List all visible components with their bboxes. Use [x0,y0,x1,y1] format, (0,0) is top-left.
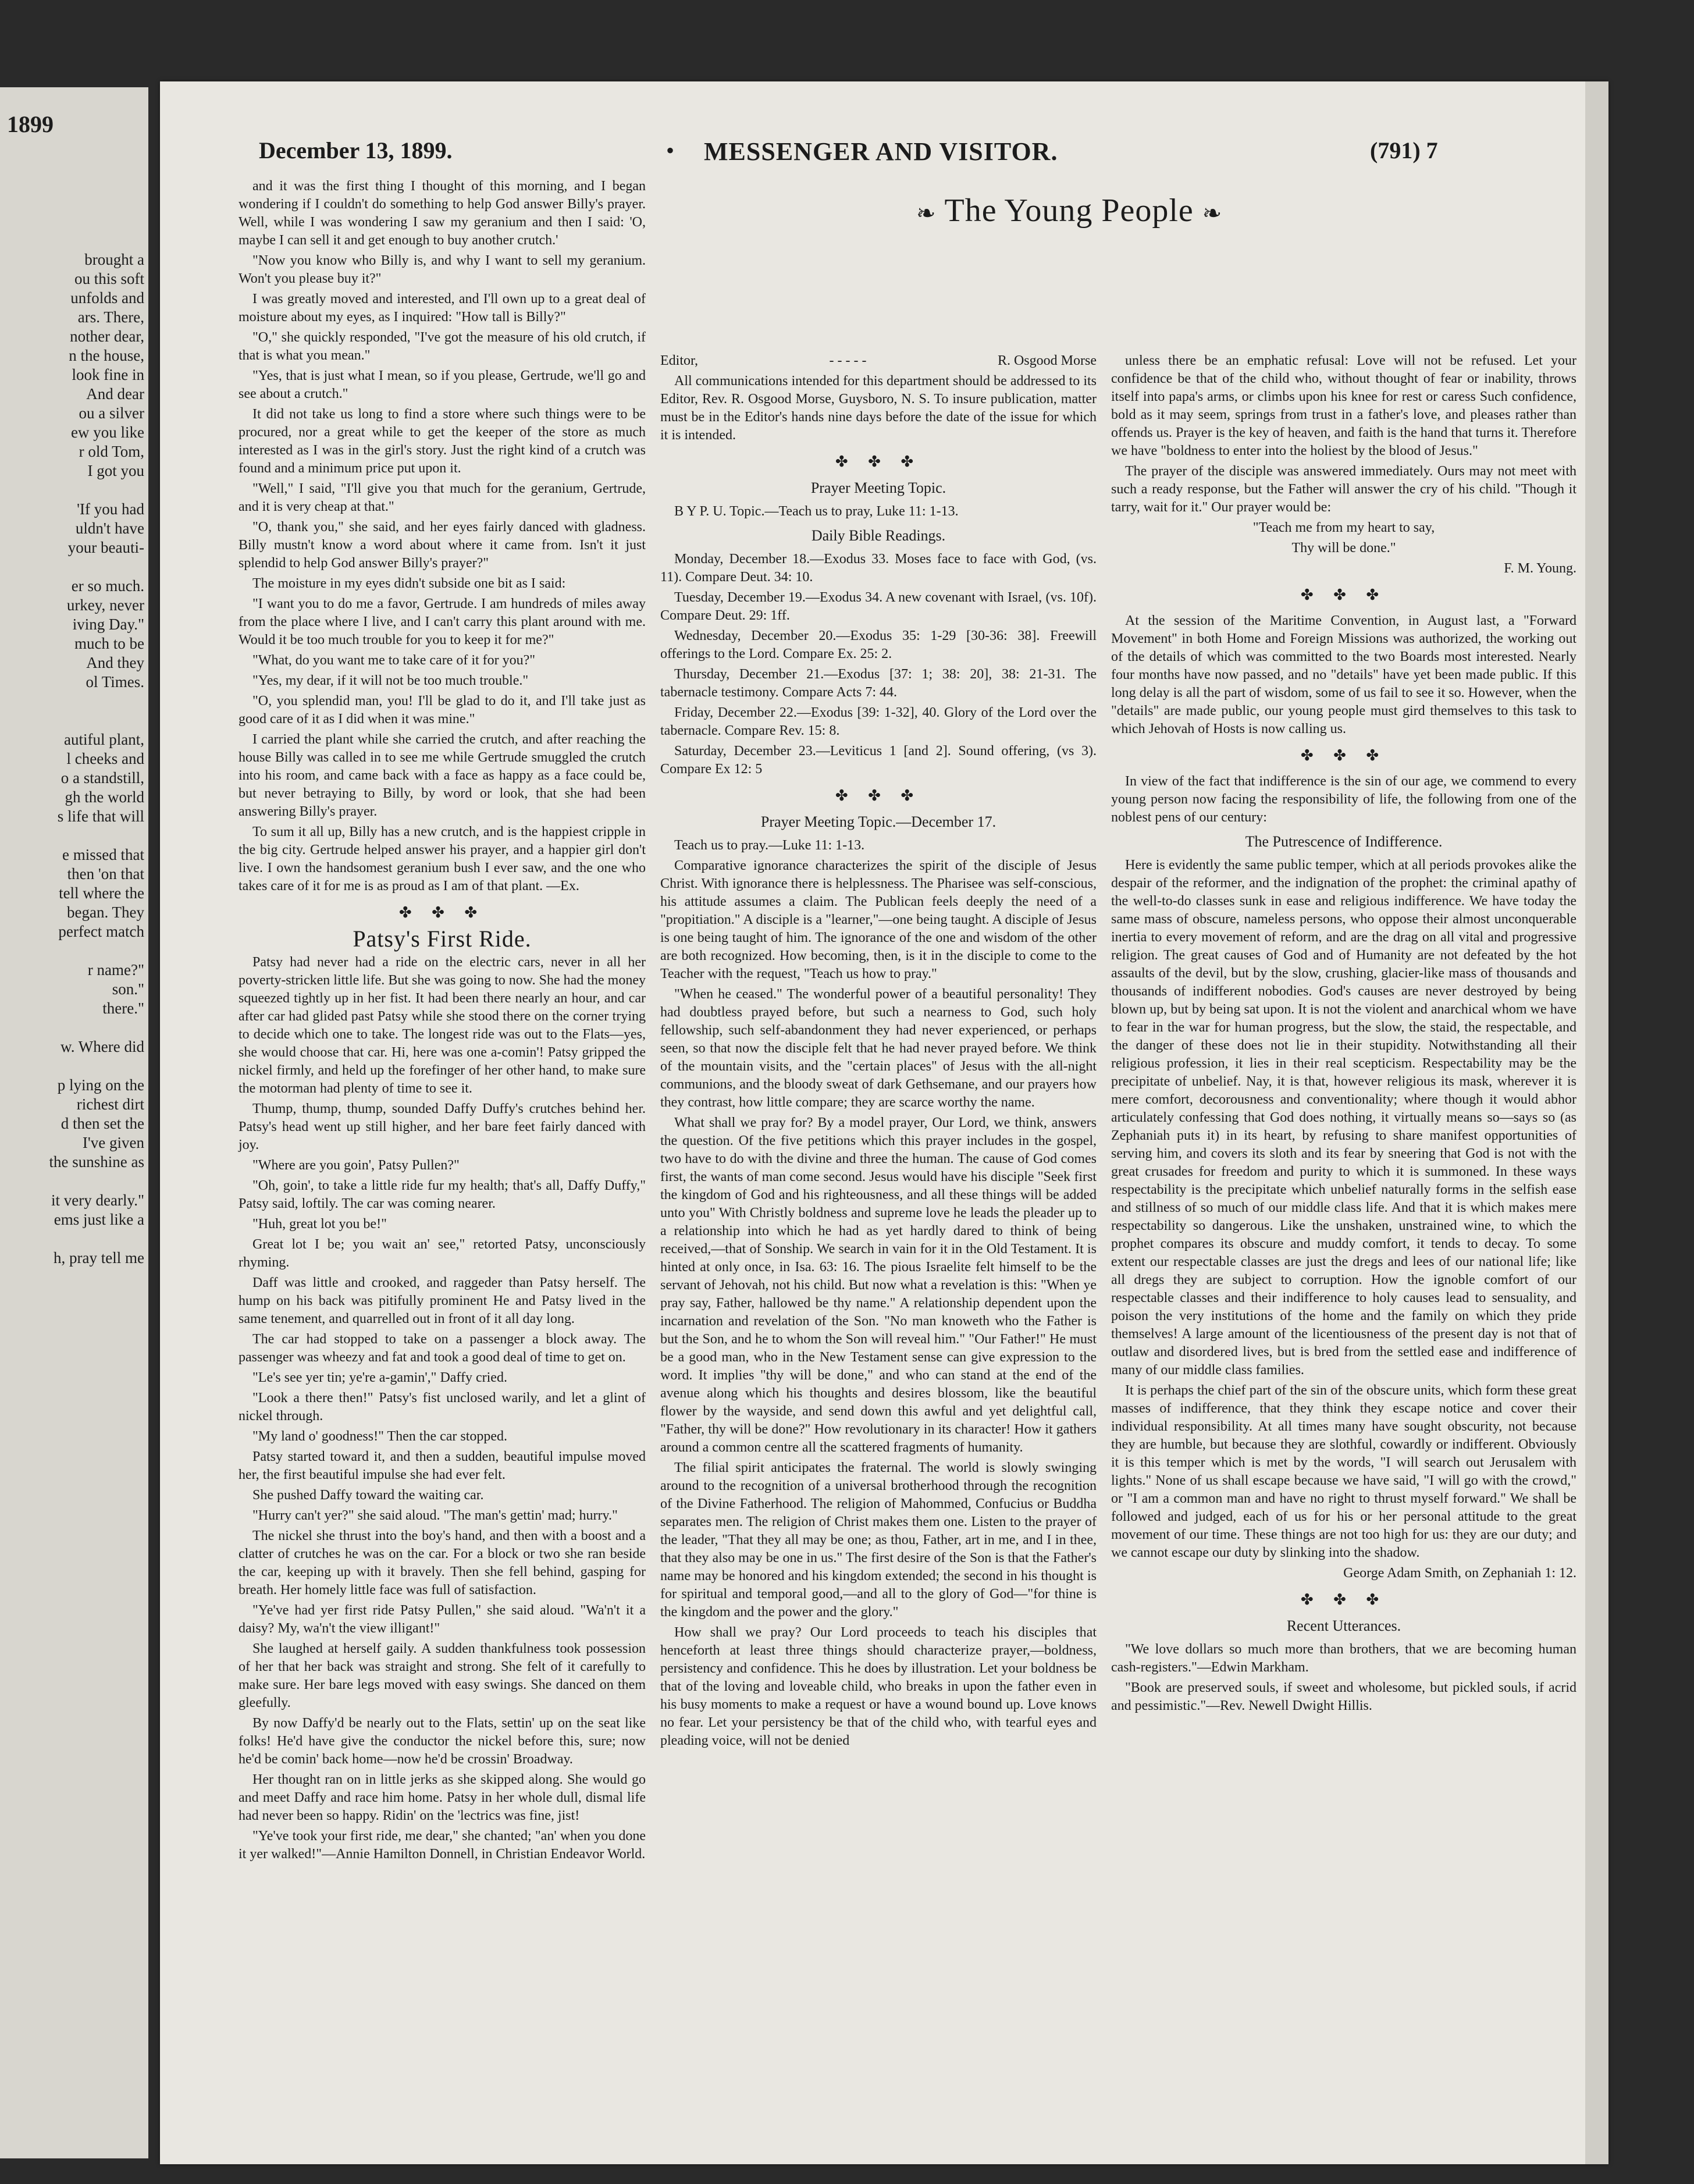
section-divider: ✤ ✤ ✤ [1300,747,1387,764]
newspaper-page [160,81,1608,2164]
paragraph: I was greatly moved and interested, and I'll own up to a great deal of moisture about my eyes, as I inquired: "How tall is Billy?" [239,291,646,325]
paragraph: She laughed at herself gaily. A sudden thankfulness took possession of her that her back was straight and strong. She felt of it carefully to make sure. Her bare legs moved with easy swings. She danced on them gleefully. [239,1641,646,1710]
paragraph: "Yes, my dear, if it will not be too much trouble." [252,673,529,688]
previous-page-text [5,250,144,1268]
paragraph: "Well," I said, "I'll give you that much for the geranium, Gertrude, and it is very cheap at that." [239,481,646,514]
text-line: the sunshine as [49,1153,144,1171]
paragraph: "O," she quickly responded, "I've got the measure of his old crutch, if that is what you mean." [239,330,646,363]
paragraph: Patsy started toward it, and then a sudden, beautiful impulse moved her, the first beautiful impulse she had ever felt. [239,1449,646,1482]
text-line [5,1057,144,1076]
text-line: look fine in [72,366,144,383]
paragraph: To sum it all up, Billy has a new crutch, and is the happiest cripple in the big city. Gertrude helped answer his prayer, and a happier girl don't live. I own the handsomest geranium bush I ever saw, and the one who takes care of it for me is as proud as I am of that plant. —Ex. [239,824,646,894]
section-title [916,192,1222,229]
section-divider: ✤ ✤ ✤ [835,787,922,804]
text-line [5,557,144,577]
paragraph: It is perhaps the chief part of the sin of the obscure units, which form these great masses of indifference, that they think they escape notice and cover their individual responsibility. At all times many have sought obscurity, not because they are humble, but because they are slothful, cowardly or indifferent. Obviously it is this temper which is met by the words, "I will search out Jerusalem with lights." None of us shall escape because we have said, "I will go with the crowd," or "I am a common man and have no right to thrust myself forward." We shall be followed and judged, each of us for his or her personal attitude to the great movement of our time. These things are not too high for us: they are our duty; and we cannot escape our duty by slinking into the shadow. [1111,1383,1576,1560]
paragraph: and it was the first thing I thought of this morning, and I began wondering if I couldn't do something to help God answer Billy's prayer. Well, while I was wondering I saw my geranium and then I said: 'O, maybe I can sell it and get enough to buy another crutch.' [239,179,646,248]
paragraph: Comparative ignorance characterizes the spirit of the disciple of Jesus Christ. With ignorance there is helplessness. The Pharisee was self-conscious, his attitude assumes a claim. The Publican feels deeply the need of a "propitiation." A disciple is a "learner,"—one being taught. A disciple of Jesus is one being taught of him. The ignorance of the one and wisdom of the other are both recognized. How becoming, then, is it in the disciple to come to the Teacher with the request, "Teach us how to pray." [660,858,1097,981]
prayer-topic-dec17-heading: Prayer Meeting Topic.—December 17. [760,813,997,830]
text-line [5,711,144,730]
text-line: d then set the [61,1115,144,1132]
paragraph: The nickel she thrust into the boy's hand, and then with a boost and a clatter of crutches he was on the car. For a block or two she ran beside the car, keeping up with it bravely. Then she fell behind, gasping for breath. Her homely little face was full of satisfaction. [239,1528,646,1598]
text-line: r old Tom, [79,443,144,460]
text-line: 'If you had [77,500,144,518]
paragraph: She pushed Daffy toward the waiting car. [252,1488,484,1503]
issue-date: December 13, 1899. [259,137,453,163]
page-number: (791) 7 [1370,137,1438,163]
paragraph: "Where are you goin', Patsy Pullen?" [252,1158,460,1173]
paragraph: The car had stopped to take on a passenger a block away. The passenger was wheezy and fat and took a good deal of time to get on. [239,1332,646,1365]
prayer-topic-heading: Prayer Meeting Topic. [810,479,946,496]
editor-name: R. Osgood Morse [997,353,1097,368]
quote: "We love dollars so much more than brothers, that we are becoming human cash-registers."—Edwin Markham. [1111,1642,1576,1675]
fleuron-icon: ❧ [1202,200,1223,226]
text-line: urkey, never [66,596,144,614]
paragraph: I carried the plant while she carried the crutch, and after reaching the house Billy was called in to see me while Gertrude smuggled the crutch into his room, and came back with a face as happy as a face could be, but never betraying to Billy, by word or look, that she had been answering Billy's prayer. [239,732,646,819]
section-divider: ✤ ✤ ✤ [835,453,922,470]
text-line: gh the world [65,788,144,806]
paragraph: How shall we pray? Our Lord proceeds to teach his disciples that henceforth at least three things should characterize prayer,—boldness, persistency and confidence. This he does by illustration. Let your boldness be that of the loving and loveable child, who breaks in upon the father even in his busy moments to make a request or have a wound bound up. Love knows no fear. Let your persistency be that of the child who, with tearful eyes and pleading voice, will not be denied [660,1625,1097,1748]
paragraph: "Huh, great lot you be!" [252,1217,387,1232]
text-line: it very dearly." [51,1191,144,1209]
text-line: nother dear, [70,328,144,345]
reading-item: Friday, December 22.—Exodus [39: 1-32], 40. Glory of the Lord over the tabernacle. Compare Rev. 15: 8. [660,705,1097,738]
quote: "Book are preserved souls, if sweet and wholesome, but pickled souls, if acrid and pessimistic."—Rev. Newell Dwight Hillis. [1111,1680,1576,1713]
text-line: er so much. [71,577,144,595]
text-line: much to be [74,635,144,652]
previous-page-year: 1899 [7,111,54,137]
paragraph: What shall we pray for? By a model prayer, Our Lord, we think, answers the question. Of the five petitions which this prayer includes in the gospel, two have to do with the divine and three the human. The cause of God comes first, the wants of man come second. Jesus would have his disciple "Seek first the kingdom of God and his righteousness, and all these things will be added unto you" With Christly boldness and supreme love he leads the pleader up to a relationship into which he had as yet hardly dared to think of being received,—that of Sonship. We search in vain for it in the Old Testament. It is hinted at only once, in Isa. 63: 16. The pious Israelite felt himself to be the servant of Jehovah, not his child. But now what a revelation is this: "When ye pray say, Father, hallowed be thy name." A relationship dependent upon the incarnation and revelation of the Son. "No man knoweth who the Father is but the Son, and he to whom the Son will reveal him." "Our Father!" He must be a good man, who in the New Testament sense can give expression to the word. It implies "thy will be done," and who can stand at the end of the avenue along which his thoughts and desires blossom, like the beautiful flower by the wayside, and send down this awful and yet delightful call, "Father, thy will be done?" How revolutionary in its character! How it gathers around a common centre all the scattered fragments of humanity. [660,1115,1097,1455]
text-line: uldn't have [75,520,144,537]
department-intro: All communications intended for this department should be addressed to its Editor, Rev. R. Osgood Morse, Guysboro, N. S. To insure publication, matter must be in the Editor's hands nine days before the date of the issue for which it is intended. [660,374,1097,443]
editor-label: Editor, [660,353,699,368]
paragraph: Great lot I be; you wait an' see," retorted Patsy, unconsciously rhyming. [239,1237,646,1270]
reading-item: Monday, December 18.—Exodus 33. Moses face to face with God, (vs. 11). Compare Deut. 34: 10. [660,552,1097,585]
previous-page-fragment [0,87,148,2158]
reading-item: Wednesday, December 20.—Exodus 35: 1-29 [30-36: 38]. Freewill offerings to the Lord. Compare Ex. 25: 2. [660,628,1097,661]
gertrude-story [239,177,646,895]
text-line [5,1229,144,1248]
text-line: I got you [87,462,144,479]
author-signature: George Adam Smith, on Zephaniah 1: 12. [1343,1566,1576,1581]
header-bullet: • [666,137,675,163]
section-divider: ✤ ✤ ✤ [398,904,486,921]
paragraph: "O, you splendid man, you! I'll be glad to do it, and I'll take just as good care of it as I did when it was mine." [239,693,646,727]
text-line: ou this soft [74,270,144,287]
masthead-title: MESSENGER AND VISITOR. [704,137,1058,166]
text-line [5,481,144,500]
paragraph: "Le's see yer tin; ye're a-gamin'," Daffy cried. [252,1370,507,1385]
indifference-intro: In view of the fact that indifference is the sin of our age, we commend to every young person now facing the responsibility of life, the following from one of the noblest pens of our century: [1111,774,1576,825]
text-line [5,826,144,845]
text-line: l cheeks and [66,750,144,767]
paragraph: "Now you know who Billy is, and why I want to sell my geranium. Won't you please buy it?" [239,253,646,286]
text-line [5,1018,144,1037]
text-line: brought a [84,251,144,268]
column-1 [239,177,646,1866]
next-page-edge [1585,81,1608,2164]
text-line: iving Day." [72,616,144,633]
paragraph: "O, thank you," she said, and her eyes fairly danced with gladness. Billy mustn't know a word about where it came from. Isn't it just splendid to help God answer Billy's prayer?" [239,520,646,571]
text-line [5,692,144,711]
text-line: ars. There, [77,308,144,326]
editor-line [660,352,1097,370]
paragraph: By now Daffy'd be nearly out to the Flats, settin' up on the seat like folks! He'd have give the conductor the nickel before this, sure; now he'd be comin' back home—now he'd be crossin' Broadway. [239,1716,646,1767]
paragraph: The filial spirit anticipates the fraternal. The world is slowly swinging around to the recognition of a universal brotherhood through the recognition of the Divine Fatherhood. The religion of Mahommed, Confucius or Buddha separates men. The religion of Christ makes them one. Listen to the prayer of the leader, "That they all may be one; as thou, Father, art in me, and I in thee, that they also may be one in us." The first desire of the Son is that the Father's name may be honored and his kingdom extended; the second in his thought is for spiritual and temporal good,—and all to the glory of God—"for thine is the kingdom and the power and the glory." [660,1460,1097,1620]
story-title: Patsy's First Ride. [353,926,532,952]
paragraph: The moisture in my eyes didn't subside one bit as I said: [252,576,566,591]
forward-movement-paragraph: At the session of the Maritime Convention, in August last, a "Forward Movement" in both Home and Foreign Missions was authorized, the working out of the details of which was committed to the two Boards most interested. Nearly four months have now passed, and no "details" have yet been made public. If this long delay is all the part of wisdom, some of us fail to see it so. However, when the "details" are made public, our young people must gird themselves to this task to which Jehovah of Hosts is now calling us. [1111,613,1576,737]
paragraph: "Yes, that is just what I mean, so if you please, Gertrude, we'll go and see about a crutch." [239,368,646,401]
reading-item: Tuesday, December 19.—Exodus 34. A new covenant with Israel, (vs. 10f). Compare Deut. 29: 1ff. [660,590,1097,623]
text-line: ou a silver [79,404,144,422]
prayer-topic-article [660,837,1097,1750]
paragraph: It did not take us long to find a store where such things were to be procured, nor a great while to get the keeper of the store as much interested as I was in the girl's story. Just the right kind of a crutch was found and a minimum price put upon it. [239,407,646,476]
text-line: o a standstill, [61,769,144,787]
text-line: ew you like [71,424,144,441]
text-line: And dear [86,385,144,403]
paragraph: "Ye've took your first ride, me dear," she chanted; "an' when you done it yer walked!"—Annie Hamilton Donnell, in Christian Endeavor World. [239,1829,646,1862]
column-3 [1111,352,1576,1717]
section-divider: ✤ ✤ ✤ [1300,1591,1387,1608]
paragraph: Daff was little and crooked, and raggeder than Patsy herself. The hump on his back was pitifully prominent He and Patsy lived in the same tenement, and quarrelled out in front of it all day long. [239,1275,646,1326]
paragraph: "What, do you want me to take care of it for you?" [252,653,536,668]
recent-utterances-heading: Recent Utterances. [1286,1617,1401,1634]
section-divider: ✤ ✤ ✤ [1300,586,1387,603]
recent-utterances [1111,1641,1576,1715]
text-line: s life that will [57,808,144,825]
text-line: unfolds and [70,289,144,307]
paragraph: The prayer of the disciple was answered immediately. Ours may not meet with such a ready response, but the Father will answer the cry of his child. "Though it tarry, wait for it." Our prayer would be: [1111,464,1576,515]
text-line: And they [86,654,144,671]
editor-dashes: - - - - - [829,353,867,368]
text-line: your beauti- [67,539,144,556]
text-line: h, pray tell me [54,1249,144,1267]
author-signature: F. M. Young. [1504,561,1576,576]
text-line: son." [112,980,144,998]
paragraph: "Hurry can't yer?" she said aloud. "The man's gettin' mad; hurry." [252,1508,618,1523]
text-line: autiful plant, [64,731,144,748]
text-line: w. Where did [61,1038,144,1055]
paragraph: "I want you to do me a favor, Gertrude. I am hundreds of miles away from the place where I live, and I can't carry this plant around with me. Would it be too much trouble for you to keep it for me?" [239,596,646,648]
paragraph: "When he ceased." The wonderful power of a beautiful personality! They had doubtless prayed before, but such a nearness to God, such holy fellowship, such self-abandonment they had never experienced, or perhaps seen, so that now the disciple felt that he had never prayed before. We think of the mountain visits, and the "certain places" of Jesus with the all-night communions, and the bloody sweat of dark Gethsemane, and our prayers how they contrast, how little compare; they are scarce worthy the name. [660,987,1097,1110]
paragraph: unless there be an emphatic refusal: Love will not be refused. Let your confidence be that of the child who, without thought of fear or inability, throws itself into papa's arms, or climbs upon his knee for rest or caress Such confidence, bold as it may seem, springs from trust in a father's love, and pleases rather than offends us. Prayer is the key of heaven, and faith is the hand that turns it. Therefore we have "boldness to enter into the holiest by the blood of Jesus." [1111,353,1576,458]
paragraph: Her thought ran on in little jerks as she skipped along. She would go and meet Daffy and race him home. Patsy in her whole dull, dismal life had never been so happy. Ridin' on the 'lectrics was fine, jist! [239,1772,646,1823]
paragraph: "Ye've had yer first ride Patsy Pullen," she said aloud. "Wa'n't it a daisy? My, wa'n't the view illigant!" [239,1603,646,1636]
text-line: then 'on that [67,865,144,883]
byp-topic: B Y P. U. Topic.—Teach us to pray, Luke 11: 1-13. [674,504,959,519]
paragraph: "My land o' goodness!" Then the car stopped. [252,1429,508,1444]
column-2 [660,352,1097,1752]
section-title-text: The Young People [944,193,1194,229]
daily-readings-list [660,550,1097,778]
text-line [5,1172,144,1191]
paragraph: "Oh, goin', to take a little ride fur my health; that's all, Daffy Duffy," Patsy said, loftily. The car was coming nearer. [239,1178,646,1211]
indifference-heading: The Putrescence of Indifference. [1245,833,1443,850]
text-line: I've given [82,1134,144,1151]
text-line: began. They [67,904,144,921]
fleuron-icon: ❧ [916,200,937,226]
patsy-story [239,954,646,1863]
indifference-article [1111,856,1576,1562]
reading-item: Saturday, December 23.—Leviticus 1 [and 2]. Sound offering, (vs 3). Compare Ex 12: 5 [660,744,1097,777]
text-line: r name?" [87,961,144,979]
paragraph: Thump, thump, thump, sounded Daffy Duffy's crutches behind her. Patsy's head went up still higher, and her bare feet fairly danced with joy. [239,1101,646,1153]
paragraph: "Look a there then!" Patsy's fist unclosed warily, and let a glint of nickel through. [239,1390,646,1424]
daily-readings-heading: Daily Bible Readings. [811,527,946,544]
poem-line: Thy will be done." [1291,540,1396,556]
text-line [5,941,144,961]
text-line: n the house, [69,347,144,364]
text-line: tell where the [59,884,144,902]
text-line: there." [102,999,144,1017]
poem-line: "Teach me from my heart to say, [1252,520,1435,535]
paragraph: Teach us to pray.—Luke 11: 1-13. [674,838,865,853]
text-line: richest dirt [76,1095,144,1113]
text-line: e missed that [62,846,144,863]
paragraph: Here is evidently the same public temper, which at all periods provokes alike the despair of the reformer, and the indignation of the prophet: the criminal apathy of the well-to-do classes sunk in ease and religious indifference. We have today the same mass of obscure, nameless persons, who oppose their almost unconquerable inertia to every movement of reform, and are the drag on all vital and progressive religion. The great causes of God and of Humanity are not defeated by the hot assaults of the devil, but by the slow, crushing, glacier-like mass of thousands and thousands of indifferent nobodies. God's causes are never destroyed by being blown up, but by being sat upon. It is not the violent and anarchical whom we have to fear in the war for human progress, but the slow, the staid, the respectable, and the danger of these does not lie in their stupidity. Notwithstanding all their religious profession, it lies in their real scepticism. Respectability may be the precipitate of unbelief. Nay, it is that, however religious its mask, wherever it is mere comfort, decorousness and conventionality; where though it would abhor articulately confessing that God does nothing, it virtually means so—says so (as Zephaniah puts it) in its heart, by refusing to share manifest opportunities of serving him, and covers its sloth and its fear by sneering that God is not with the great crusades for freedom and purity to which it is summoned. In these ways respectability is the precipitate which unbelief naturally forms in the selfish ease and stillness of so much of our middle class life. And that it is which makes mere respectability so dangerous. Like the unshaken, unstrained wine, to which the prophet compares its obscure and muddy comfort, it tends to decay. To some extent our respectable classes are just the dregs and lees of our national life; like all dregs they are subject to corruption. How the ignoble comfort of our respectable classes and their indifference to holy causes lead to sensuality, and poison the very institutions of the home and the family on which they pride themselves! A large amount of the licentiousness of the present day is not that of outlaw and disordered lives, but is bred from the settled ease and indifference of many of our middle class families. [1111,858,1576,1378]
text-line: ems just like a [54,1211,144,1228]
prayer-article-continued [1111,352,1576,517]
text-line: perfect match [58,923,144,940]
paragraph: Patsy had never had a ride on the electric cars, never in all her poverty-stricken little life. But she was going to now. She had the money squeezed tightly up in her fist. It had been there nearly an hour, and car after car had glided past Patsy while she stood there on the corner trying to decide which one to take. The longest ride was out to the Flats—yes, she would choose that car. Hi, here was one a-comin'! Patsy gripped the nickel firmly, and held up the forefinger of her other hand, to make sure the motorman had plenty of time to see it. [239,955,646,1096]
text-line: p lying on the [57,1076,144,1094]
reading-item: Thursday, December 21.—Exodus [37: 1; 38: 20], 38: 21-31. The tabernacle testimony. Compare Acts 7: 44. [660,667,1097,700]
text-line: ol Times. [86,673,144,691]
